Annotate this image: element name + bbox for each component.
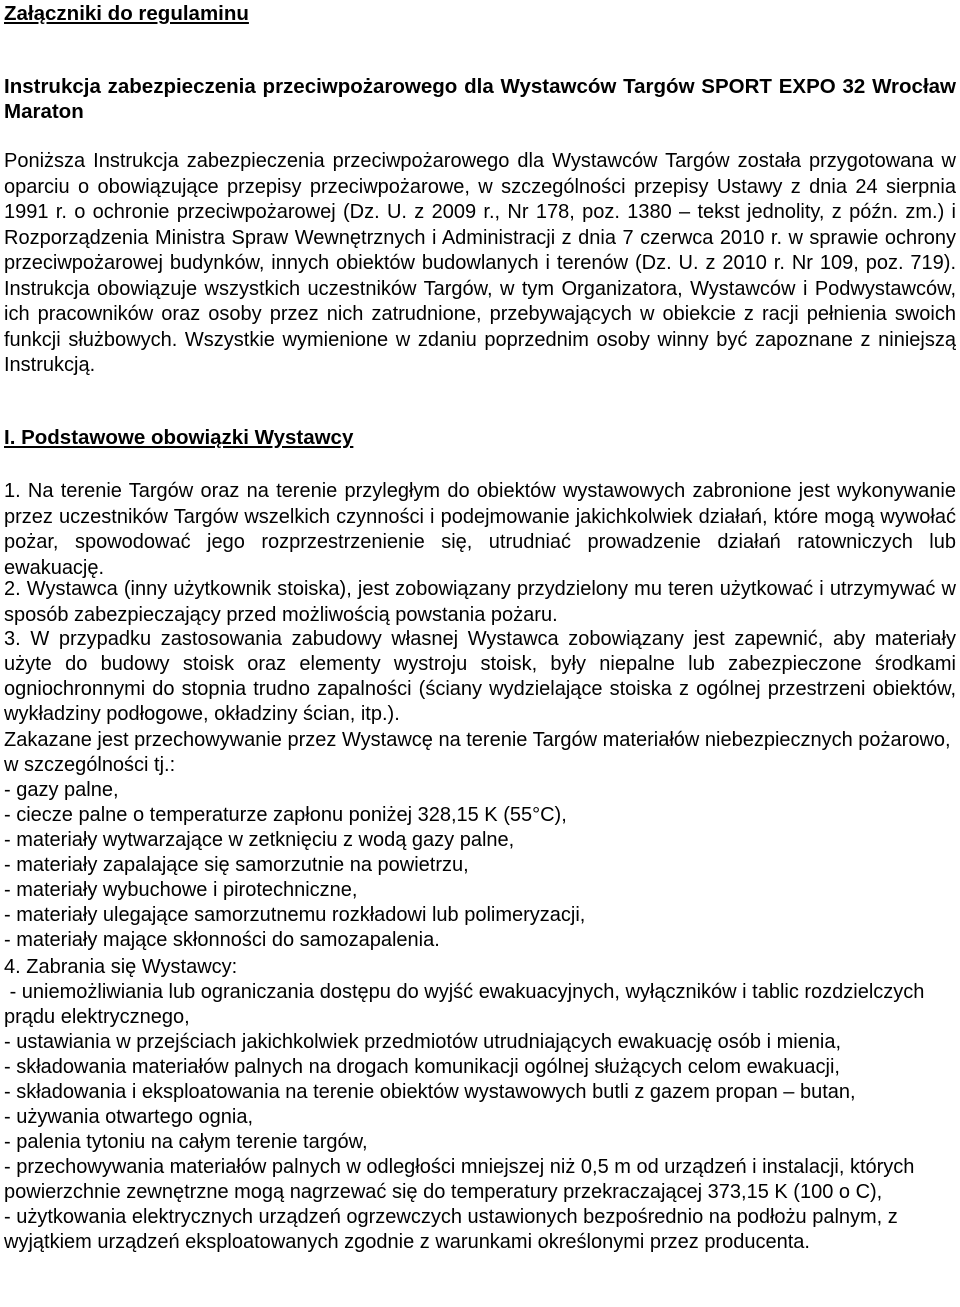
intro-paragraph: Poniższa Instrukcja zabezpieczenia przeciwpożarowego dla Wystawców Targów została przygotowana w oparciu o obowiązujące przepisy przeciwpożarowe, w szczególności przepisy Ustawy z dnia 24 sierpnia 1991 r. o ochronie przeciwpożarowej (Dz. U. z 2009 r., Nr 178, poz. 1380 – tekst jednolity, z późn. zm.) i Rozporządzenia Ministra Spraw Wewnętrznych i Administracji z dnia 7 czerwca 2010 r. w sprawie ochrony przeciwpożarowej budynków, innych obiektów budowlanych i terenów (Dz. U. z 2010 r. Nr 109, poz. 719). Instrukcja obowiązuje wszystkich uczestników Targów, w tym Organizatora, Wystawców i Podwystawców, ich pracowników oraz osoby przez nich zatrudnione, przebywających w obiekcie z racji pełnienia swoich funkcji służbowych. Wszystkie wymienione w zdaniu poprzednim osoby winny być zapoznane z niniejszą Instrukcją. [4, 150, 956, 376]
point-2-paragraph: 2. Wystawca (inny użytkownik stoiska), jest zobowiązany przydzielony mu teren użytkować i utrzymywać w sposób zabezpieczający przed możliwością powstania pożaru. [4, 578, 956, 626]
forbidden-storage-paragraph: Zakazane jest przechowywanie przez Wystawcę na terenie Targów materiałów niebezpiecznych pożarowo, w szczególności tj.: [4, 729, 951, 776]
list-item: - ciecze palne o temperaturze zapłonu poniżej 328,15 K (55°C), [4, 804, 567, 826]
list-item: - palenia tytoniu na całym terenie targów, [4, 1131, 368, 1153]
list-item: - ustawiania w przejściach jakichkolwiek przedmiotów utrudniających ewakuację osób i mienia, [4, 1031, 842, 1053]
instruction-heading: Instrukcja zabezpieczenia przeciwpożarowego dla Wystawców Targów SPORT EXPO 32 Wrocław Maraton [4, 75, 956, 123]
list-item: - uniemożliwiania lub ograniczania dostępu do wyjść ewakuacyjnych, wyłączników i tablic rozdzielczych prądu elektrycznego, [4, 981, 930, 1028]
list-item: - materiały mające skłonności do samozapalenia. [4, 929, 440, 951]
point-4-heading: 4. Zabrania się Wystawcy: [4, 956, 238, 978]
list-item: - przechowywania materiałów palnych w odległości mniejszej niż 0,5 m od urządzeń i instalacji, których powierzchnie zewnętrzne mogą nagrzewać się do temperatury przekraczającej 373,15 K (100 o C), [4, 1156, 915, 1203]
list-item: - składowania materiałów palnych na drogach komunikacji ogólnej służących celom ewakuacji, [4, 1056, 840, 1078]
point-1-paragraph: 1. Na terenie Targów oraz na terenie przyległym do obiektów wystawowych zabronione jest wykonywanie przez uczestników Targów wszelkich czynności i podejmowanie jakichkolwiek działań, które mogą wywołać pożar, spowodować jego rozprzestrzenienie się, utrudniać prowadzenie działań ratowniczych lub ewakuację. [4, 480, 956, 579]
document-title: Załączniki do regulaminu [4, 2, 249, 25]
list-item: - materiały ulegające samorzutnemu rozkładowi lub polimeryzacji, [4, 904, 586, 926]
list-item: - składowania i eksploatowania na terenie obiektów wystawowych butli z gazem propan – butan, [4, 1081, 856, 1103]
list-item: - materiały wybuchowe i pirotechniczne, [4, 879, 358, 901]
list-item: - używania otwartego ognia, [4, 1106, 254, 1128]
list-item: - materiały wytwarzające w zetknięciu z wodą gazy palne, [4, 829, 515, 851]
list-item: - użytkowania elektrycznych urządzeń ogrzewczych ustawionych bezpośrednio na podłożu palnym, z wyjątkiem urządzeń eksploatowanych zgodnie z warunkami określonymi przez producenta. [4, 1206, 898, 1253]
list-item: - gazy palne, [4, 779, 119, 801]
list-item: - materiały zapalające się samorzutnie na powietrzu, [4, 854, 469, 876]
section-title: I. Podstawowe obowiązki Wystawcy [4, 426, 354, 449]
materials-list [4, 778, 956, 953]
prohibitions-list [4, 980, 956, 1255]
point-3-paragraph: 3. W przypadku zastosowania zabudowy własnej Wystawca zobowiązany jest zapewnić, aby materiały użyte do budowy stoisk oraz elementy wystroju stoisk, były niepalne lub zabezpieczone środkami ogniochronnymi do stopnia trudno zapalności (ściany wydzielające stoiska z ogólnej przestrzeni obiektów, wykładziny podłogowe, okładziny ścian, itp.). [4, 628, 956, 725]
